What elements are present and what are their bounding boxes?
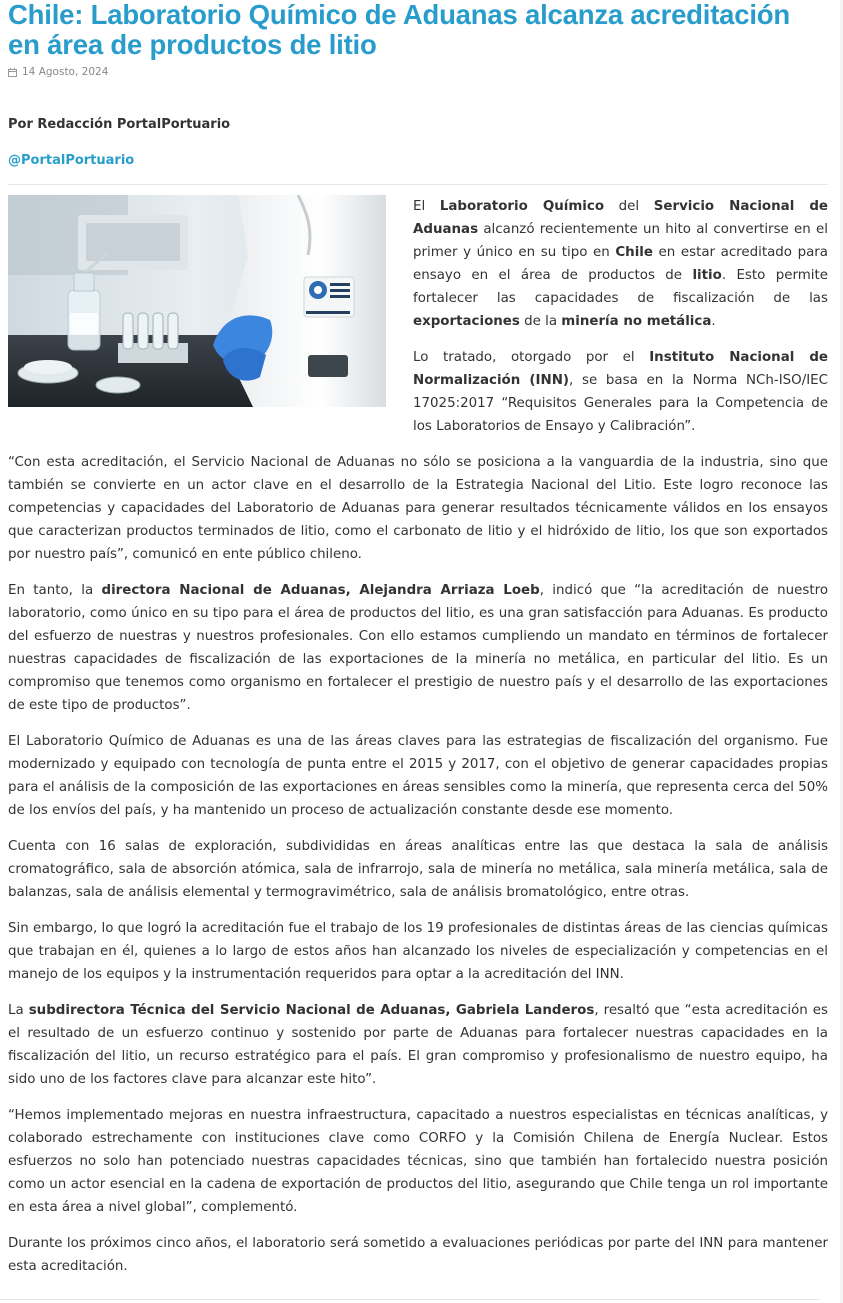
p1-bold-1: Laboratorio Químico	[439, 199, 605, 214]
p1-text-6: de la	[519, 314, 562, 329]
paragraph-4	[8, 579, 828, 717]
p4-text-2: , indicó que “la acreditación de nuestro laboratorio, como único en su tipo para el área de productos del litio, es una gran satisfacción para Aduanas. Es producto del esfuerzo de nuestras y nuestros profesionales. Con ello estamos cumpliendo un mandato en términos de fortalecer nuestras capacidades de fiscalización de las exportaciones de la minería no metálica, en particular del litio. Es un compromiso que tenemos como organismo en fortalecer el prestigio de nuestro país y el desarrollo de las exportaciones de este tipo de productos”.	[8, 583, 829, 713]
p1-bold-4: litio	[692, 268, 722, 283]
p8-bold-1: subdirectora Técnica del Servicio Nacional de Aduanas, Gabriela Landeros	[28, 1003, 595, 1018]
p1-bold-2: Servicio Nacional de Aduanas	[413, 199, 828, 237]
author-handle	[8, 151, 828, 171]
article-body	[8, 195, 828, 1278]
paragraph-5: El Laboratorio Químico de Aduanas es una de las áreas claves para las estrategias de fiscalización del organismo. Fue modernizado y equipado con tecnología de punta entre el 2015 y 2017, con el objetivo de generar capacidades propias para el análisis de la composición de las exportaciones en áreas sensibles como la minería, que representa cerca del 50% de los envíos del país, y ha mantenido un proceso de actualización constante desde ese momento.	[8, 734, 828, 818]
header-divider	[8, 184, 828, 185]
p1-text-5: . Esto permite fortalecer las capacidades de fiscalización de las	[413, 268, 828, 306]
p1-bold-6: minería no metálica	[561, 314, 712, 329]
paragraph-7: Sin embargo, lo que logró la acreditación fue el trabajo de los 19 profesionales de distintas áreas de las ciencias químicas que trabajan en él, quienes a lo largo de estos años han alcanzado los niveles de especialización y competencias en el manejo de los equipos y la instrumentación requeridos para optar a la acreditación del INN.	[8, 921, 828, 982]
paragraph-6: Cuenta con 16 salas de exploración, subdivididas en áreas analíticas entre las que destaca la sala de análisis cromatográfico, sala de absorción atómica, sala de infrarrojo, sala de minería no metálica, sala minería metálica, sala de balanzas, sala de análisis elemental y termogravimétrico, sala de análisis bromatológico, entre otras.	[8, 839, 828, 900]
p1-text-1: El	[413, 199, 440, 214]
p1-text-3: alcanzó recientemente un hito al convertirse en el primer y único en su tipo en	[413, 222, 828, 260]
p2-text-1: Lo tratado, otorgado por el	[413, 350, 650, 365]
article-title: Chile: Laboratorio Químico de Aduanas alcanza acreditación en área de productos de litio	[8, 0, 791, 60]
author-handle-link[interactable]: @PortalPortuario	[8, 153, 135, 168]
date-text: 14 Agosto, 2024	[22, 66, 109, 78]
p2-bold-1: Instituto Nacional de Normalización (INN)	[413, 350, 828, 388]
p8-text-1: La	[8, 1003, 29, 1018]
paragraph-3: “Con esta acreditación, el Servicio Nacional de Aduanas no sólo se posiciona a la vanguardia de la industria, sino que también se convierte en un actor clave en el desarrollo de la Estrategia Nacional del Litio. Este logro reconoce las competencias y capacidades del Laboratorio de Aduanas para generar resultados técnicamente válidos en los ensayos que caracterizan productos terminados de litio, como el carbonato de litio y el hidróxido de litio, los que son exportados por nuestro país”, comunicó en ente público chileno.	[8, 455, 828, 562]
paragraph-10: Durante los próximos cinco años, el laboratorio será sometido a evaluaciones periódicas por parte del INN para mantener esta acreditación.	[8, 1236, 828, 1274]
byline: Por Redacción PortalPortuario	[8, 117, 231, 132]
p8-text-2: , resaltó que “esta acreditación es el resultado de un esfuerzo continuo y sostenido por parte de Aduanas para fortalecer nuestras capacidades en la fiscalización del litio, un recurso estratégico para el país. El gran compromiso y profesionalismo de nuestro equipo, ha sido uno de los factores clave para alcanzar este hito”.	[8, 1003, 828, 1087]
p1-text-4: en estar acreditado para ensayo en el área de productos de	[413, 245, 828, 283]
lab-photo	[8, 195, 386, 407]
p1-text-7: .	[711, 314, 716, 329]
paragraph-9: “Hemos implementado mejoras en nuestra infraestructura, capacitado a nuestros especialistas en técnicas analíticas, y colaborado estrechamente con instituciones clave como CORFO y la Comisión Chilena de Energía Nuclear. Estos esfuerzos no solo han potenciado nuestras capacidades técnicas, sino que también han fortalecido nuestra posición como un actor esencial en la cadena de exportación de productos del litio, asegurando que Chile tenga un rol importante en esta área a nivel global”, complementó.	[8, 1108, 828, 1215]
p4-text-1: En tanto, la	[8, 583, 102, 598]
p2-text-2: , se basa en la Norma NCh-ISO/IEC 17025:2017 “Requisitos Generales para la Competencia de los Laboratorios de Ensayo y Calibración”.	[413, 373, 828, 434]
article-date	[8, 66, 828, 78]
p1-text-2: del	[604, 199, 654, 214]
article	[8, 0, 828, 1278]
paragraph-8	[8, 999, 828, 1091]
p4-bold-1: directora Nacional de Aduanas, Alejandra Arriaza Loeb	[101, 583, 540, 598]
p1-bold-3: Chile	[615, 245, 653, 260]
footer-divider	[0, 1299, 820, 1300]
calendar-icon	[8, 68, 17, 77]
p1-bold-5: exportaciones	[413, 314, 520, 329]
